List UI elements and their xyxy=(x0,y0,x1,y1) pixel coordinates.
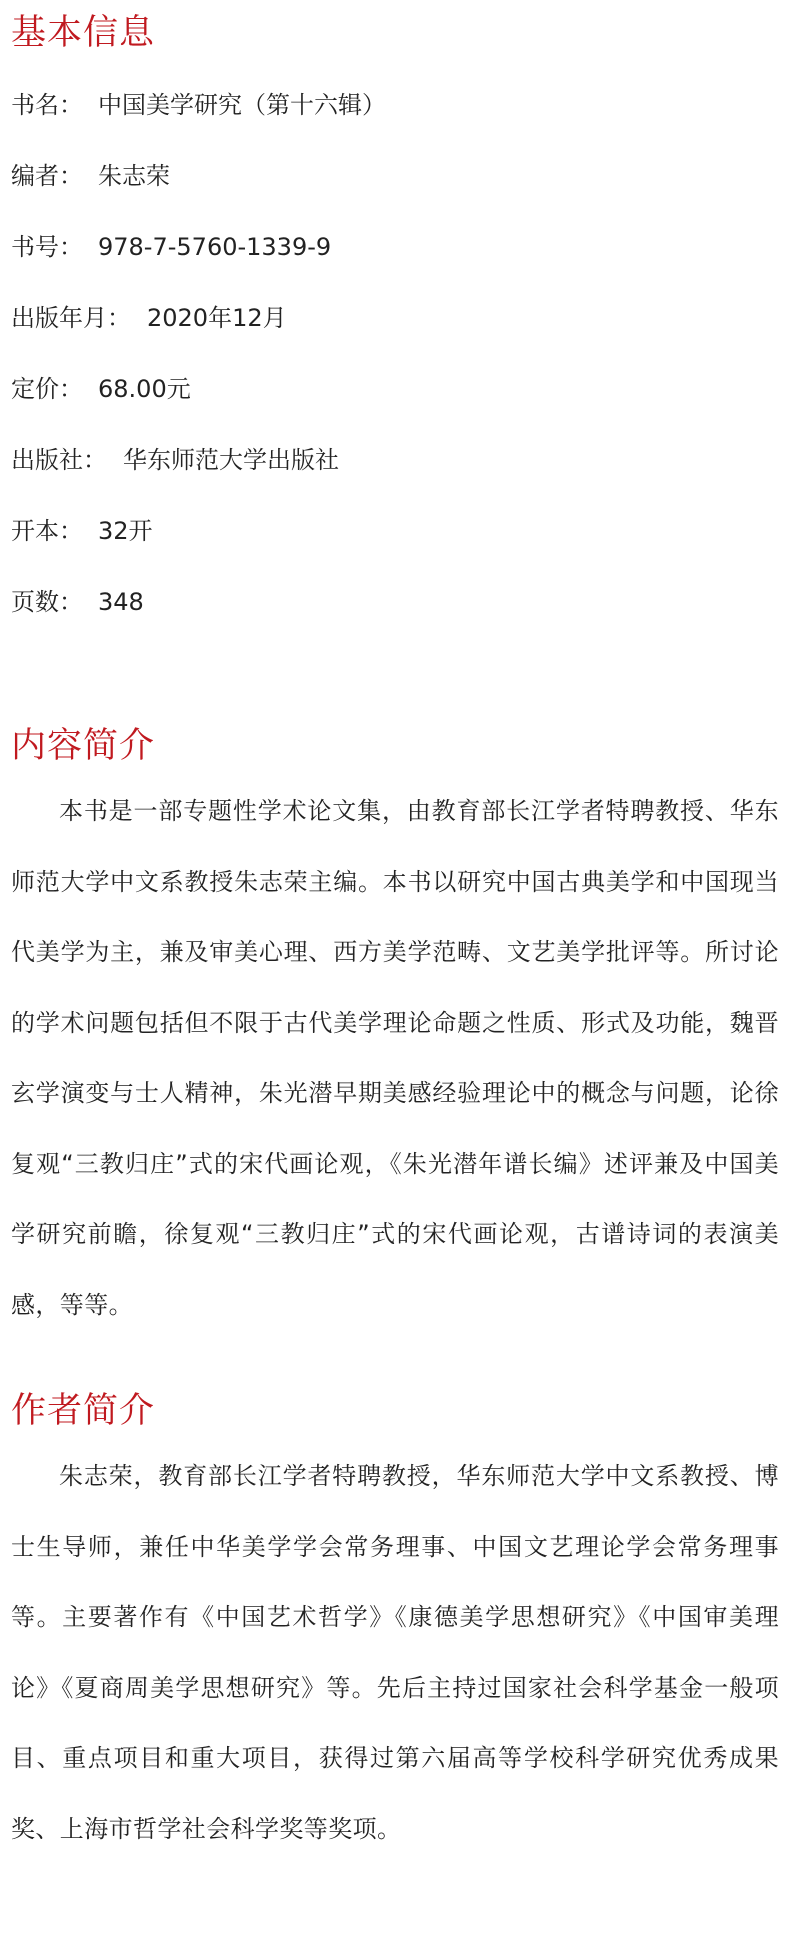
info-row-format xyxy=(11,516,779,546)
basic-info-heading: 基本信息 xyxy=(11,13,156,53)
info-row-pages xyxy=(11,587,779,617)
info-value: 68.00元 xyxy=(98,375,191,403)
author-intro-heading: 作者简介 xyxy=(11,1391,156,1431)
info-label: 开本： xyxy=(11,517,83,545)
info-row-isbn xyxy=(11,232,779,262)
info-value: 朱志荣 xyxy=(98,162,170,190)
info-row-price xyxy=(11,374,779,404)
info-label: 出版社： xyxy=(11,446,107,474)
info-label: 定价： xyxy=(11,375,83,403)
info-label: 书名： xyxy=(11,91,83,119)
content-intro-heading: 内容简介 xyxy=(11,726,156,766)
info-value: 978-7-5760-1339-9 xyxy=(98,233,332,261)
info-label: 编者： xyxy=(11,162,83,190)
basic-info-list xyxy=(11,90,779,617)
info-row-publish-date xyxy=(11,303,779,333)
info-label: 出版年月： xyxy=(11,304,131,332)
info-value: 2020年12月 xyxy=(147,304,287,332)
info-row-editor xyxy=(11,161,779,191)
info-value: 32开 xyxy=(98,517,153,545)
info-label: 页数： xyxy=(11,588,83,616)
info-label: 书号： xyxy=(11,233,83,261)
info-value: 华东师范大学出版社 xyxy=(123,446,339,474)
info-value: 348 xyxy=(98,588,144,616)
info-row-book-name xyxy=(11,90,779,120)
content-intro-paragraph: 本书是一部专题性学术论文集，由教育部长江学者特聘教授、华东师范大学中文系教授朱志荣主编。本书以研究中国古典美学和中国现当代美学为主，兼及审美心理、西方美学范畴、文艺美学批评等。所讨论的学术问题包括但不限于古代美学理论命题之性质、形式及功能，魏晋玄学演变与士人精神，朱光潜早期美感经验理论中的概念与问题，论徐复观“三教归庄”式的宋代画论观，《朱光潜年谱长编》述评兼及中国美学研究前瞻，徐复观“三教归庄”式的宋代画论观，古谱诗词的表演美感，等等。 xyxy=(11,797,779,1319)
info-row-publisher xyxy=(11,445,779,475)
info-value: 中国美学研究（第十六辑） xyxy=(98,91,386,119)
author-intro-paragraph: 朱志荣，教育部长江学者特聘教授，华东师范大学中文系教授、博士生导师，兼任中华美学学会常务理事、中国文艺理论学会常务理事等。主要著作有《中国艺术哲学》《康德美学思想研究》《中国审美理论》《夏商周美学思想研究》等。先后主持过国家社会科学基金一般项目、重点项目和重大项目，获得过第六届高等学校科学研究优秀成果奖、上海市哲学社会科学奖等奖项。 xyxy=(11,1462,779,1843)
